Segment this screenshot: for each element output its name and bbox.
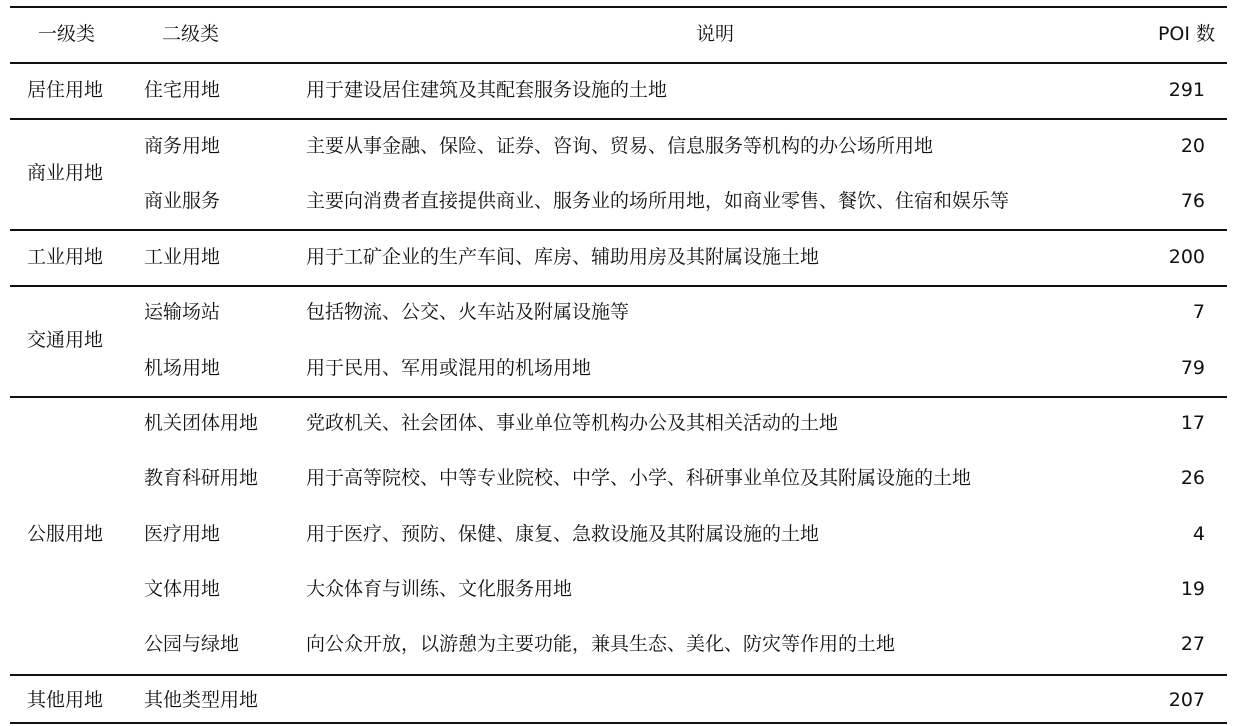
poi-count-cell: 200 xyxy=(1168,246,1205,268)
level2-cell: 工业用地 xyxy=(144,246,221,268)
header-description: 说明 xyxy=(696,23,735,45)
group-divider xyxy=(10,674,1227,676)
poi-count-cell: 26 xyxy=(1180,467,1205,489)
description-cell: 党政机关、社会团体、事业单位等机构办公及其相关活动的土地 xyxy=(306,412,839,434)
header-level1: 一级类 xyxy=(38,23,96,45)
level1-cell: 工业用地 xyxy=(27,246,104,268)
header-poi-count: POI 数 xyxy=(1157,23,1215,45)
poi-count-cell: 17 xyxy=(1180,412,1205,434)
level2-cell: 医疗用地 xyxy=(144,523,221,545)
level1-cell: 居住用地 xyxy=(27,79,104,101)
level2-cell: 机关团体用地 xyxy=(144,412,259,434)
description-cell: 用于医疗、预防、保健、康复、急救设施及其附属设施的土地 xyxy=(306,523,820,545)
level2-cell: 商务用地 xyxy=(144,135,221,157)
description-cell: 包括物流、公交、火车站及附属设施等 xyxy=(306,301,630,323)
poi-count-cell: 207 xyxy=(1168,689,1205,711)
level2-cell: 教育科研用地 xyxy=(144,467,259,489)
level2-cell: 商业服务 xyxy=(144,190,221,212)
level2-cell: 住宅用地 xyxy=(144,79,221,101)
level1-cell: 公服用地 xyxy=(27,523,104,545)
level2-cell: 运输场站 xyxy=(144,301,221,323)
poi-count-cell: 19 xyxy=(1180,578,1205,600)
header-bottom-rule xyxy=(10,62,1227,64)
description-cell: 用于建设居住建筑及其配套服务设施的土地 xyxy=(306,79,668,101)
poi-count-cell: 76 xyxy=(1180,190,1205,212)
poi-count-cell: 4 xyxy=(1192,523,1205,545)
description-cell: 大众体育与训练、文化服务用地 xyxy=(306,578,573,600)
header-level2: 二级类 xyxy=(162,23,220,45)
poi-count-cell: 27 xyxy=(1180,633,1205,655)
level2-cell: 文体用地 xyxy=(144,578,221,600)
level1-cell: 商业用地 xyxy=(27,162,104,184)
group-divider xyxy=(10,396,1227,398)
description-cell: 用于工矿企业的生产车间、库房、辅助用房及其附属设施土地 xyxy=(306,246,820,268)
description-cell: 主要向消费者直接提供商业、服务业的场所用地，如商业零售、餐饮、住宿和娱乐等 xyxy=(306,190,1010,212)
level2-cell: 其他类型用地 xyxy=(144,689,259,711)
level2-cell: 机场用地 xyxy=(144,357,221,379)
poi-count-cell: 20 xyxy=(1180,135,1205,157)
level2-cell: 公园与绿地 xyxy=(144,633,240,655)
description-cell: 用于高等院校、中等专业院校、中学、小学、科研事业单位及其附属设施的土地 xyxy=(306,467,972,489)
table-top-rule xyxy=(10,6,1227,8)
level1-cell: 其他用地 xyxy=(27,689,104,711)
description-cell: 向公众开放，以游憩为主要功能，兼具生态、美化、防灾等作用的土地 xyxy=(306,633,896,655)
group-divider xyxy=(10,229,1227,231)
description-cell: 主要从事金融、保险、证券、咨询、贸易、信息服务等机构的办公场所用地 xyxy=(306,135,934,157)
group-divider xyxy=(10,285,1227,287)
table-bottom-rule xyxy=(10,722,1227,724)
description-cell: 用于民用、军用或混用的机场用地 xyxy=(306,357,592,379)
group-divider xyxy=(10,118,1227,120)
poi-count-cell: 291 xyxy=(1168,79,1205,101)
level1-cell: 交通用地 xyxy=(27,329,104,351)
poi-count-cell: 7 xyxy=(1192,301,1205,323)
poi-count-cell: 79 xyxy=(1180,357,1205,379)
